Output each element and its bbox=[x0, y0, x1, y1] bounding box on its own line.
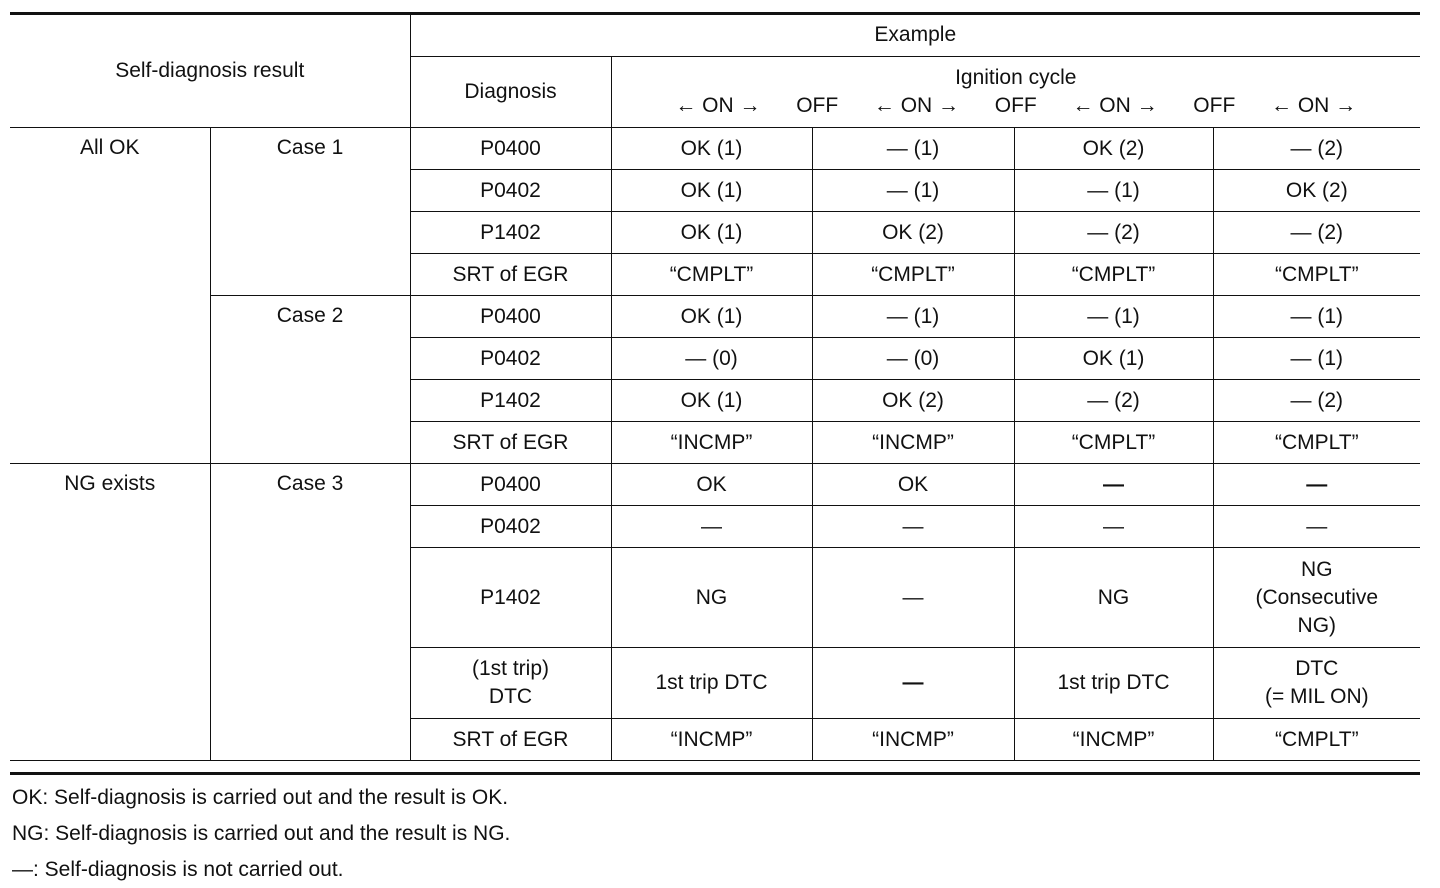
value-cell: NG bbox=[1014, 548, 1213, 648]
value-cell: — (1) bbox=[1014, 170, 1213, 212]
diag-line: (1st trip) bbox=[471, 657, 549, 680]
value-cell bbox=[1213, 648, 1420, 719]
diag-cell: P0400 bbox=[410, 464, 611, 506]
cycle-label: ← ON → bbox=[675, 94, 761, 117]
diag-cell: SRT of EGR bbox=[410, 422, 611, 464]
diag-line: DTC bbox=[488, 685, 533, 708]
value-cell: — bbox=[812, 548, 1014, 648]
case-3: Case 3 bbox=[210, 464, 410, 761]
ignition-cycle-title: Ignition cycle bbox=[955, 66, 1077, 89]
value-cell: OK (1) bbox=[611, 296, 812, 338]
value-cell: “CMPLT” bbox=[611, 254, 812, 296]
diag-cell: P0402 bbox=[410, 338, 611, 380]
value-cell: NG bbox=[611, 548, 812, 648]
legend-notes bbox=[12, 780, 510, 888]
value-cell: 1st trip DTC bbox=[611, 648, 812, 719]
value-line: NG) bbox=[1297, 613, 1337, 637]
value-cell: — bbox=[1213, 464, 1420, 506]
table-row bbox=[10, 464, 1420, 506]
value-line: DTC bbox=[1295, 657, 1339, 680]
value-cell: “CMPLT” bbox=[1014, 422, 1213, 464]
value-cell: “CMPLT” bbox=[1213, 719, 1420, 761]
self-diagnosis-header: Self-diagnosis result bbox=[10, 14, 410, 128]
value-cell: OK bbox=[611, 464, 812, 506]
value-cell: — (0) bbox=[611, 338, 812, 380]
diag-cell bbox=[410, 648, 611, 719]
value-cell: OK (1) bbox=[611, 128, 812, 170]
value-cell: OK (2) bbox=[1014, 128, 1213, 170]
value-cell: “CMPLT” bbox=[1014, 254, 1213, 296]
cycle-label: OFF bbox=[1193, 94, 1236, 117]
value-cell: — (1) bbox=[1014, 296, 1213, 338]
value-cell: OK (1) bbox=[611, 380, 812, 422]
value-line: NG bbox=[1301, 557, 1333, 581]
value-cell: — (0) bbox=[812, 338, 1014, 380]
value-cell: — (2) bbox=[1014, 380, 1213, 422]
diag-cell: P0400 bbox=[410, 128, 611, 170]
ignition-cycle-labels bbox=[618, 92, 1415, 120]
diag-cell: P1402 bbox=[410, 380, 611, 422]
cycle-label: ← ON → bbox=[873, 94, 960, 117]
diag-cell: SRT of EGR bbox=[410, 719, 611, 761]
diag-cell: P0400 bbox=[410, 296, 611, 338]
value-cell: — (2) bbox=[1213, 380, 1420, 422]
value-cell: — (1) bbox=[812, 296, 1014, 338]
value-cell: — (2) bbox=[1213, 128, 1420, 170]
value-cell: “INCMP” bbox=[812, 422, 1014, 464]
note-ng: NG: Self-diagnosis is carried out and the result is NG. bbox=[12, 822, 511, 845]
value-cell: OK (1) bbox=[1014, 338, 1213, 380]
value-cell: “CMPLT” bbox=[1213, 254, 1420, 296]
value-cell: OK bbox=[812, 464, 1014, 506]
diag-cell: P0402 bbox=[410, 170, 611, 212]
value-cell: “INCMP” bbox=[1014, 719, 1213, 761]
value-cell: “CMPLT” bbox=[1213, 422, 1420, 464]
ignition-cycle-header bbox=[611, 57, 1420, 128]
note-ok: OK: Self-diagnosis is carried out and the result is OK. bbox=[12, 786, 509, 809]
value-cell: — (1) bbox=[1213, 338, 1420, 380]
value-line: (= MIL ON) bbox=[1264, 685, 1369, 708]
cycle-label: ← ON → bbox=[1270, 94, 1357, 117]
value-cell: — (2) bbox=[1213, 212, 1420, 254]
value-cell: OK (1) bbox=[611, 212, 812, 254]
diag-cell: P0402 bbox=[410, 506, 611, 548]
value-cell: — bbox=[1014, 464, 1213, 506]
diag-cell: P1402 bbox=[410, 212, 611, 254]
table-bottom-rule bbox=[10, 772, 1420, 775]
value-cell: — (1) bbox=[812, 128, 1014, 170]
group-ng-exists: NG exists bbox=[10, 464, 210, 761]
value-cell: — bbox=[611, 506, 812, 548]
value-cell: — bbox=[812, 506, 1014, 548]
case-2: Case 2 bbox=[210, 296, 410, 464]
value-cell: “INCMP” bbox=[611, 422, 812, 464]
header-row-1 bbox=[10, 14, 1420, 57]
value-cell: — bbox=[1014, 506, 1213, 548]
value-cell bbox=[1213, 548, 1420, 648]
diagnosis-header: Diagnosis bbox=[410, 57, 611, 128]
value-cell: “CMPLT” bbox=[812, 254, 1014, 296]
diag-cell: SRT of EGR bbox=[410, 254, 611, 296]
value-cell: OK (2) bbox=[812, 380, 1014, 422]
table-row bbox=[10, 296, 1420, 338]
diag-cell: P1402 bbox=[410, 548, 611, 648]
value-cell: “INCMP” bbox=[611, 719, 812, 761]
value-cell: — (1) bbox=[812, 170, 1014, 212]
cycle-label: OFF bbox=[994, 94, 1037, 117]
value-cell: — bbox=[812, 648, 1014, 719]
value-cell: OK (2) bbox=[812, 212, 1014, 254]
value-cell: 1st trip DTC bbox=[1014, 648, 1213, 719]
value-cell: — (2) bbox=[1014, 212, 1213, 254]
case-1: Case 1 bbox=[210, 128, 410, 296]
note-dash: —: Self-diagnosis is not carried out. bbox=[12, 858, 344, 881]
cycle-label: OFF bbox=[796, 94, 839, 117]
value-cell: — bbox=[1213, 506, 1420, 548]
table-row bbox=[10, 128, 1420, 170]
cycle-label: ← ON → bbox=[1072, 94, 1158, 117]
value-cell: — (1) bbox=[1213, 296, 1420, 338]
value-cell: OK (2) bbox=[1213, 170, 1420, 212]
group-all-ok: All OK bbox=[10, 128, 210, 464]
example-header: Example bbox=[410, 14, 1420, 57]
value-cell: “INCMP” bbox=[812, 719, 1014, 761]
value-line: (Consecutive bbox=[1255, 585, 1379, 609]
self-diagnosis-table bbox=[10, 13, 1420, 761]
value-cell: OK (1) bbox=[611, 170, 812, 212]
